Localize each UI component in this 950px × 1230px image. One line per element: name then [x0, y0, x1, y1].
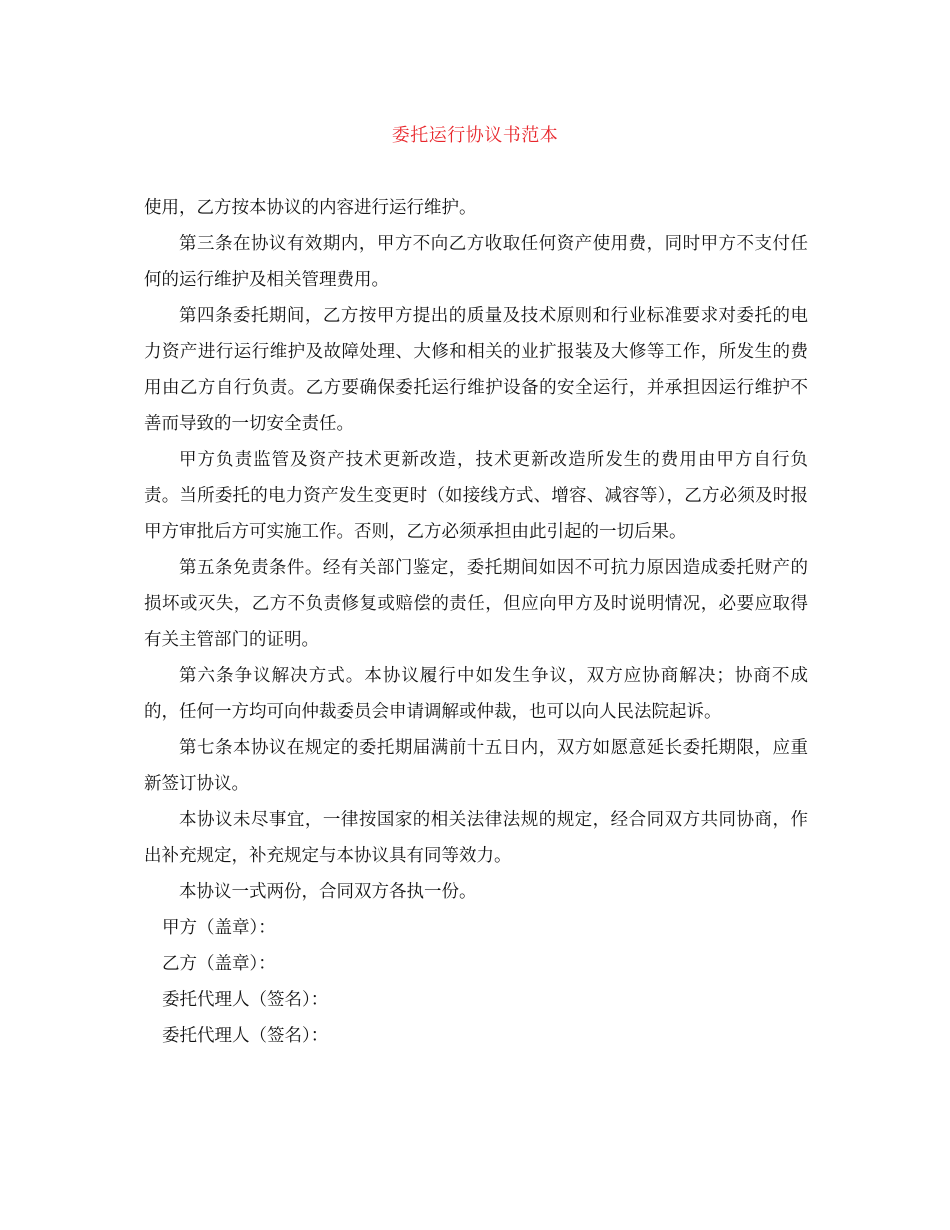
paragraph-article-3: 第三条在协议有效期内，甲方不向乙方收取任何资产使用费，同时甲方不支付任何的运行维护及相关管理费用。 [144, 234, 808, 290]
paragraph-continuation: 使用，乙方按本协议的内容进行运行维护。 [144, 198, 477, 218]
signature-agent-2: 委托代理人（签名）： [162, 1026, 329, 1046]
paragraph-article-7: 第七条本协议在规定的委托期届满前十五日内，双方如愿意延长委托期限，应重新签订协议。 [144, 738, 808, 794]
paragraph-supplementary: 本协议未尽事宜，一律按国家的相关法律法规的规定，经合同双方共同协商，作出补充规定，补充规定与本协议具有同等效力。 [144, 810, 808, 866]
paragraph-article-6: 第六条争议解决方式。本协议履行中如发生争议，双方应协商解决；协商不成的，任何一方均可向仲裁委员会申请调解或仲裁，也可以向人民法院起诉。 [144, 666, 808, 722]
paragraph-copies: 本协议一式两份，合同双方各执一份。 [179, 882, 477, 902]
signature-agent-1: 委托代理人（签名）： [162, 990, 329, 1010]
signature-party-b: 乙方（盖章）： [162, 954, 276, 974]
document-body [144, 190, 808, 1054]
paragraph-article-5: 第五条免责条件。经有关部门鉴定，委托期间如因不可抗力原因造成委托财产的损坏或灭失，乙方不负责修复或赔偿的责任，但应向甲方及时说明情况，必要应取得有关主管部门的证明。 [144, 558, 808, 650]
paragraph-party-a-responsibility: 甲方负责监管及资产技术更新改造，技术更新改造所发生的费用由甲方自行负责。当所委托的电力资产发生变更时（如接线方式、增容、减容等），乙方必须及时报甲方审批后方可实施工作。否则，乙方必须承担由此引起的一切后果。 [144, 450, 808, 542]
signature-party-a: 甲方（盖章）： [162, 918, 276, 938]
paragraph-article-4: 第四条委托期间，乙方按甲方提出的质量及技术原则和行业标准要求对委托的电力资产进行运行维护及故障处理、大修和相关的业扩报装及大修等工作，所发生的费用由乙方自行负责。乙方要确保委托运行维护设备的安全运行，并承担因运行维护不善而导致的一切安全责任。 [144, 306, 808, 434]
document-title: 委托运行协议书范本 [391, 125, 559, 146]
